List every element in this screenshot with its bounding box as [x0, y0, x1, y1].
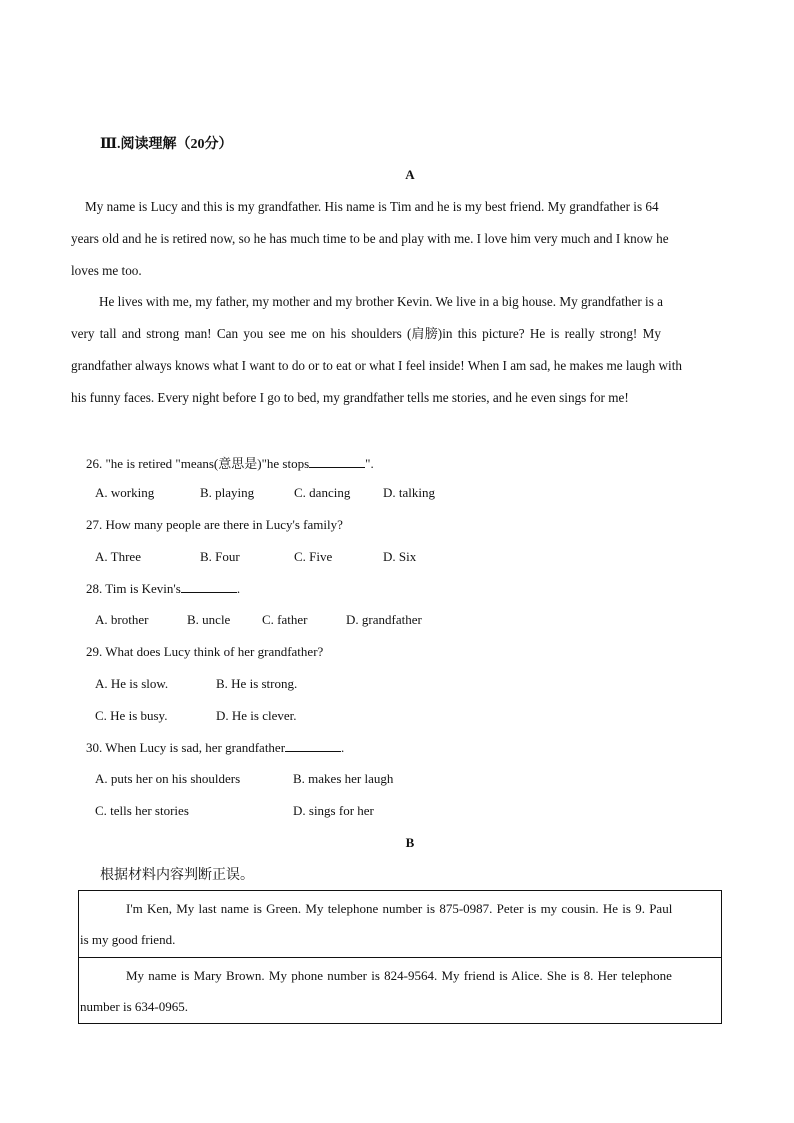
q30-option-d: D. sings for her: [293, 803, 374, 818]
question-30: [86, 739, 344, 756]
q26-option-c: C. dancing: [294, 485, 351, 500]
passage-line: loves me too.: [71, 263, 142, 278]
q27-option-a: A. Three: [95, 549, 141, 564]
passage-a-paragraph-2: [71, 286, 723, 414]
question-stem-end: .: [236, 581, 241, 596]
question-stem: 29. What does Lucy think of her grandfather?: [86, 644, 324, 659]
q26-option-d: D. talking: [383, 485, 435, 500]
question-stem: 30. When Lucy is sad, her grandfather: [86, 740, 286, 755]
q30-option-b: B. makes her laugh: [293, 771, 394, 786]
q30-option-a: A. puts her on his shoulders: [95, 771, 241, 786]
question-29: [86, 644, 323, 660]
passage-line: My name is Lucy and this is my grandfather. His name is Tim and he is my best friend. My grandfather is 64: [85, 199, 659, 214]
table-cell-line: I'm Ken, My last name is Green. My telephone number is 875-0987. Peter is my cousin. He is 9. Paul: [126, 901, 673, 916]
question-27: [86, 517, 343, 533]
table-row: [79, 891, 721, 957]
q27-option-b: B. Four: [200, 549, 240, 564]
q28-option-d: D. grandfather: [346, 612, 422, 627]
part-b-instruction: 根据材料内容判断正误。: [100, 868, 254, 883]
question-stem: 26. "he is retired "means(意思是)"he stops: [86, 456, 310, 471]
answer-blank: [309, 455, 365, 468]
passage-line: years old and he is retired now, so he has much time to be and play with me. I love him very much and I know he: [71, 231, 669, 246]
q26-option-a: A. working: [95, 485, 155, 500]
q29-option-d: D. He is clever.: [216, 708, 297, 723]
question-26: [86, 453, 374, 472]
q28-option-b: B. uncle: [187, 612, 231, 627]
part-b-label: B: [405, 835, 415, 850]
q29-option-a: A. He is slow.: [95, 676, 169, 691]
table-cell-line: My name is Mary Brown. My phone number is 824-9564. My friend is Alice. She is 8. Her telephone: [126, 968, 672, 983]
question-stem: 27. How many people are there in Lucy's family?: [86, 517, 343, 532]
question-stem: 28. Tim is Kevin's: [86, 581, 181, 596]
q30-option-c: C. tells her stories: [95, 803, 189, 818]
table-row: [79, 957, 721, 1023]
section-title: Ⅲ.阅读理解（20分）: [100, 137, 233, 152]
passage-line: grandfather always knows what I want to do or to eat or what I feel inside! When I am sad, he makes me laugh with: [71, 358, 682, 373]
q29-option-b: B. He is strong.: [216, 676, 298, 691]
passage-line: his funny faces. Every night before I go to bed, my grandfather tells me stories, and he even sings for me!: [71, 390, 629, 405]
table-cell-line: is my good friend.: [80, 932, 176, 947]
q27-option-d: D. Six: [383, 549, 417, 564]
table-cell-line: number is 634-0965.: [80, 999, 188, 1014]
passage-line: very tall and strong man! Can you see me on his shoulders (肩膀)in this picture? He is really strong! My: [71, 326, 661, 341]
answer-blank: [181, 580, 237, 593]
q26-option-b: B. playing: [200, 485, 255, 500]
question-stem-end: .: [341, 740, 345, 755]
reading-table: [78, 890, 722, 1024]
q28-option-a: A. brother: [95, 612, 149, 627]
q29-option-c: C. He is busy.: [95, 708, 168, 723]
passage-line: He lives with me, my father, my mother and my brother Kevin. We live in a big house. My grandfather is a: [99, 294, 663, 309]
question-28: [86, 580, 240, 597]
part-a-label: A: [405, 167, 415, 182]
question-stem-end: ".: [365, 456, 374, 471]
q27-option-c: C. Five: [294, 549, 333, 564]
passage-a-paragraph-1: [71, 191, 723, 287]
q28-option-c: C. father: [262, 612, 308, 627]
answer-blank: [285, 739, 341, 752]
